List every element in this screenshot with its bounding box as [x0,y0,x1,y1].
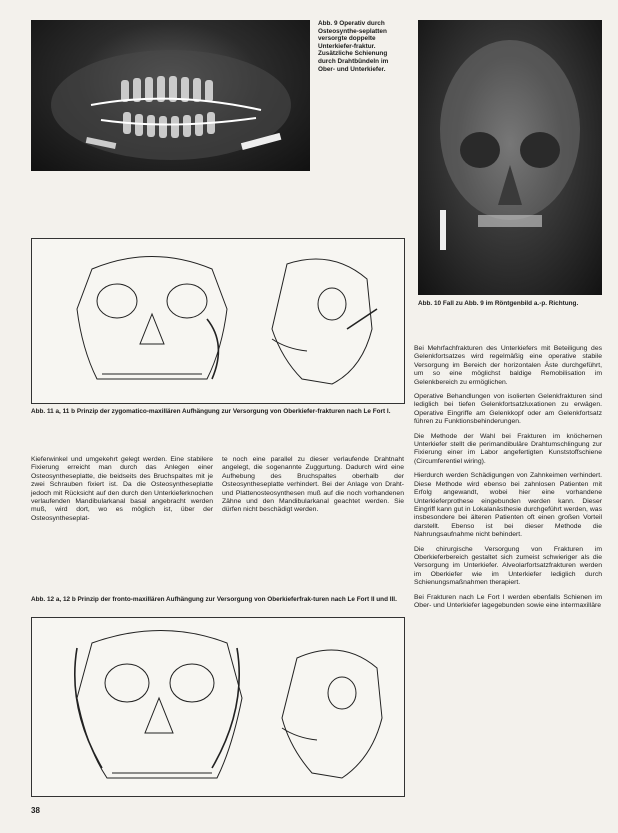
fig12-caption: Abb. 12 a, 12 b Prinzip der fronto-maxillären Aufhängung zur Versorgung von Oberkieferfrak-turen nach Le Fort II und III. [31,596,397,603]
right-paragraph-2: Operative Behandlungen von isolierten Gelenkfrakturen sind lediglich bei tiefen Gelenkfortsatzluxationen zu erwägen. Operative Eingriffe am Gelenkkopf oder am Gelenkfortsatz führen zu Funktionsbehinderungen. [414,393,602,426]
middle-column-text [222,456,404,521]
fig12-drawing-frame [31,617,405,797]
xray-skull-illustration [418,20,602,295]
right-paragraph-4: Hierdurch werden Schädigungen von Zahnkeimen verhindert. Diese Methode wird ebenso bei zahnlosen Patienten mit Erfolg angewandt, wobei hier eine vorhandene Unterkieferprothese eingebunden werden kann. Dieser Eingriff kann gut in Lokalanästhesie durchgeführt werden, was insbesondere bei älteren Patienten oft einen großen Vorteil darstellt. Ebenso ist bei dieser Methode die Nahrungsaufnahme nicht behindert. [414,472,602,539]
fig12-skull-drawings [32,618,404,796]
xray-teeth-illustration [31,20,310,171]
middle-paragraph-1: te noch eine parallel zu dieser verlaufende Drahtnaht angelegt, die sogenannte Zuggurtung. Dadurch wird eine Aufhebung des Bruchspaltes oberhalb der Osteosyntheseplatte verhindert. Bei der Anlage von Draht- und Plattenosteosynthesen muß auf die noch vorhandenen Zähne und den Mandibularkanal geachtet werden. Sie dürfen nicht beschädigt werden. [222,456,404,514]
right-column-text [414,345,602,616]
fig10-caption: Abb. 10 Fall zu Abb. 9 im Röntgenbild a.-p. Richtung. [418,300,579,307]
right-paragraph-3: Die Methode der Wahl bei Frakturen im knöchernen Unterkiefer stellt die perimandibuläre Drahtumschlingung zur Fixierung einer im Labor angefertigten Kunststoffschiene (Circumferentiel wiring). [414,432,602,465]
right-paragraph-6: Bei Frakturen nach Le Fort I werden ebenfalls Schienen im Ober- und Unterkiefer lagegebunden sowie eine intermaxilläre [414,593,602,609]
page-number: 38 [31,806,40,815]
right-paragraph-5: Die chirurgische Versorgung von Frakturen im Oberkieferbereich gestaltet sich zumeist schwieriger als die Versorgung im Unterkiefer. Alveolarfortsatzfrakturen werden im Oberkiefer wie im Unterkiefer lediglich durch Schienungsmaßnahmen therapiert. [414,545,602,587]
fig9-caption: Abb. 9 Operativ durch Osteosynthe-seplatten versorgte doppelte Unterkiefer-fraktur. Zusätzliche Schienung durch Drahtbündeln im Ober- und Unterkiefer. [318,20,389,73]
fig11-drawing-frame [31,238,405,404]
left-column-text [31,456,213,529]
right-paragraph-1: Bei Mehrfachfrakturen des Unterkiefers mit Beteiligung des Gelenkfortsatzes wird regelmäßig eine operative stabile Versorgung im Bereich der horizontalen Äste durchgeführt, um so eine möglichst baldige Remobilisation im Gelenkbereich zu ermöglichen. [414,345,602,386]
panoramic-xray-image [31,20,310,171]
fig11-caption: Abb. 11 a, 11 b Prinzip der zygomatico-maxillären Aufhängung zur Versorgung von Oberkiefer-frakturen nach Le Fort I. [31,408,391,415]
left-paragraph-1: Kieferwinkel und umgekehrt gelegt werden. Eine stabilere Fixierung erreicht man durch das Anlegen einer Osteosyntheseplatte, die beidseits des Bruchspaltes mit je zwei Schrauben fixiert ist. Da die Osteosyntheseplatte jedoch mit Rücksicht auf den durch den Unterkieferknochen verlaufenden Mandibularkanal basal angebracht werden muß, wird dort, wo es möglich ist, über der Osteosyntheseplat- [31,456,213,522]
ap-skull-xray-image [418,20,602,295]
fig11-skull-drawings [32,239,404,403]
